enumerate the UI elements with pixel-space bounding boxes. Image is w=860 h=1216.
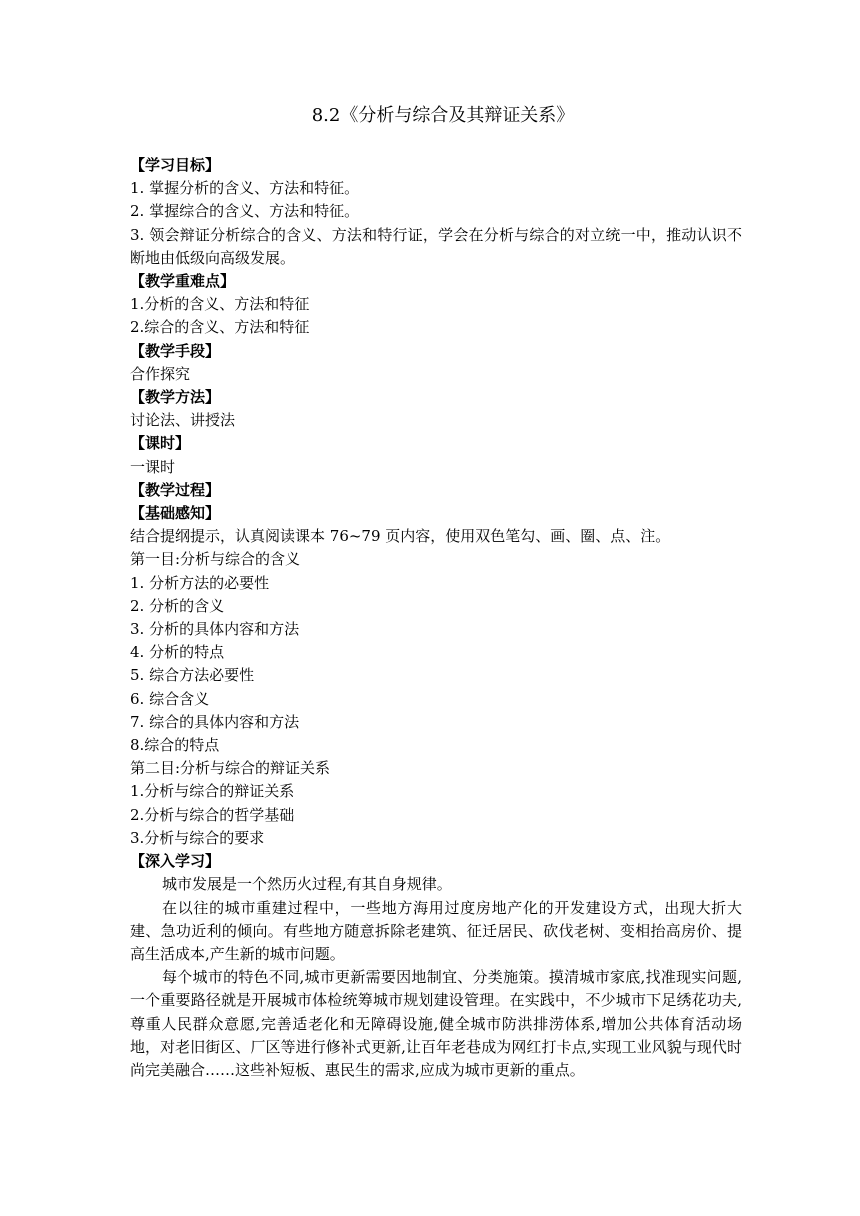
section1-item: 2. 分析的含义	[130, 596, 225, 615]
basic-heading: 【基础感知】	[130, 504, 221, 523]
period-heading: 【课时】	[130, 434, 191, 453]
process-heading: 【教学过程】	[130, 480, 221, 499]
objective-item: 2. 掌握综合的含义、方法和特征。	[130, 202, 360, 221]
objective-item: 1. 掌握分析的含义、方法和特征。	[130, 179, 360, 198]
deep-paragraph: 每个城市的特色不同,城市更新需要因地制宜、分类施策。摸清城市家底,找准现实问题,一个重要路径就是开展城市体检统筹城市规划建设管理。在实践中，不少城市下足绣花功夫,尊重人民群众意愿,完善适老化和无障碍设施,健全城市防洪排涝体系,增加公共体育活动场地，对老旧街区、厂区等进行修补式更新,让百年老巷成为网红打卡点,实现工业风貌与现代时尚完美融合……这些补短板、惠民生的需求,应成为城市更新的重点。	[130, 968, 742, 1079]
section2-title: 第二目:分析与综合的辩证关系	[130, 759, 331, 778]
section1-item: 7. 综合的具体内容和方法	[130, 712, 300, 731]
section2-item: 2.分析与综合的哲学基础	[130, 805, 295, 824]
deep-heading: 【深入学习】	[130, 852, 221, 871]
key-point-item: 1.分析的含义、方法和特征	[130, 295, 310, 314]
deep-paragraph: 城市发展是一个然历火过程,有其自身规律。	[162, 875, 452, 894]
section1-item: 6. 综合含义	[130, 689, 210, 708]
section2-item: 1.分析与综合的辩证关系	[130, 782, 295, 801]
means-heading: 【教学手段】	[130, 341, 221, 360]
section1-item: 1. 分析方法的必要性	[130, 573, 270, 592]
methods-heading: 【教学方法】	[130, 388, 221, 407]
section2-item: 3.分析与综合的要求	[130, 828, 265, 847]
document-title: 8.2《分析与综合及其辩证关系》	[311, 105, 575, 126]
section1-item: 3. 分析的具体内容和方法	[130, 620, 300, 639]
objective-item: 3. 领会辩证分析综合的含义、方法和特行证，学会在分析与综合的对立统一中，推动认识不断地由低级向高级发展。	[130, 225, 742, 267]
means-text: 合作探究	[130, 364, 191, 383]
methods-text: 讨论法、讲授法	[130, 411, 236, 430]
period-text: 一课时	[130, 457, 176, 476]
section1-item: 8.综合的特点	[130, 736, 220, 755]
objectives-heading: 【学习目标】	[130, 156, 221, 174]
section1-item: 4. 分析的特点	[130, 643, 225, 662]
key-point-item: 2.综合的含义、方法和特征	[130, 318, 310, 337]
key-points-heading: 【教学重难点】	[130, 272, 236, 291]
deep-paragraph: 在以往的城市重建过程中，一些地方海用过度房地产化的开发建设方式，出现大折大建、急功近利的倾向。有些地方随意拆除老建筑、征迁居民、砍伐老树、变相抬高房价、提高生活成本,产生新的城市问题。	[130, 898, 742, 963]
section1-item: 5. 综合方法必要性	[130, 666, 255, 685]
section1-title: 第一目:分析与综合的含义	[130, 550, 301, 569]
basic-intro: 结合提纲提示，认真阅读课本 76~79 页内容，使用双色笔勾、画、圈、点、注。	[130, 527, 671, 546]
